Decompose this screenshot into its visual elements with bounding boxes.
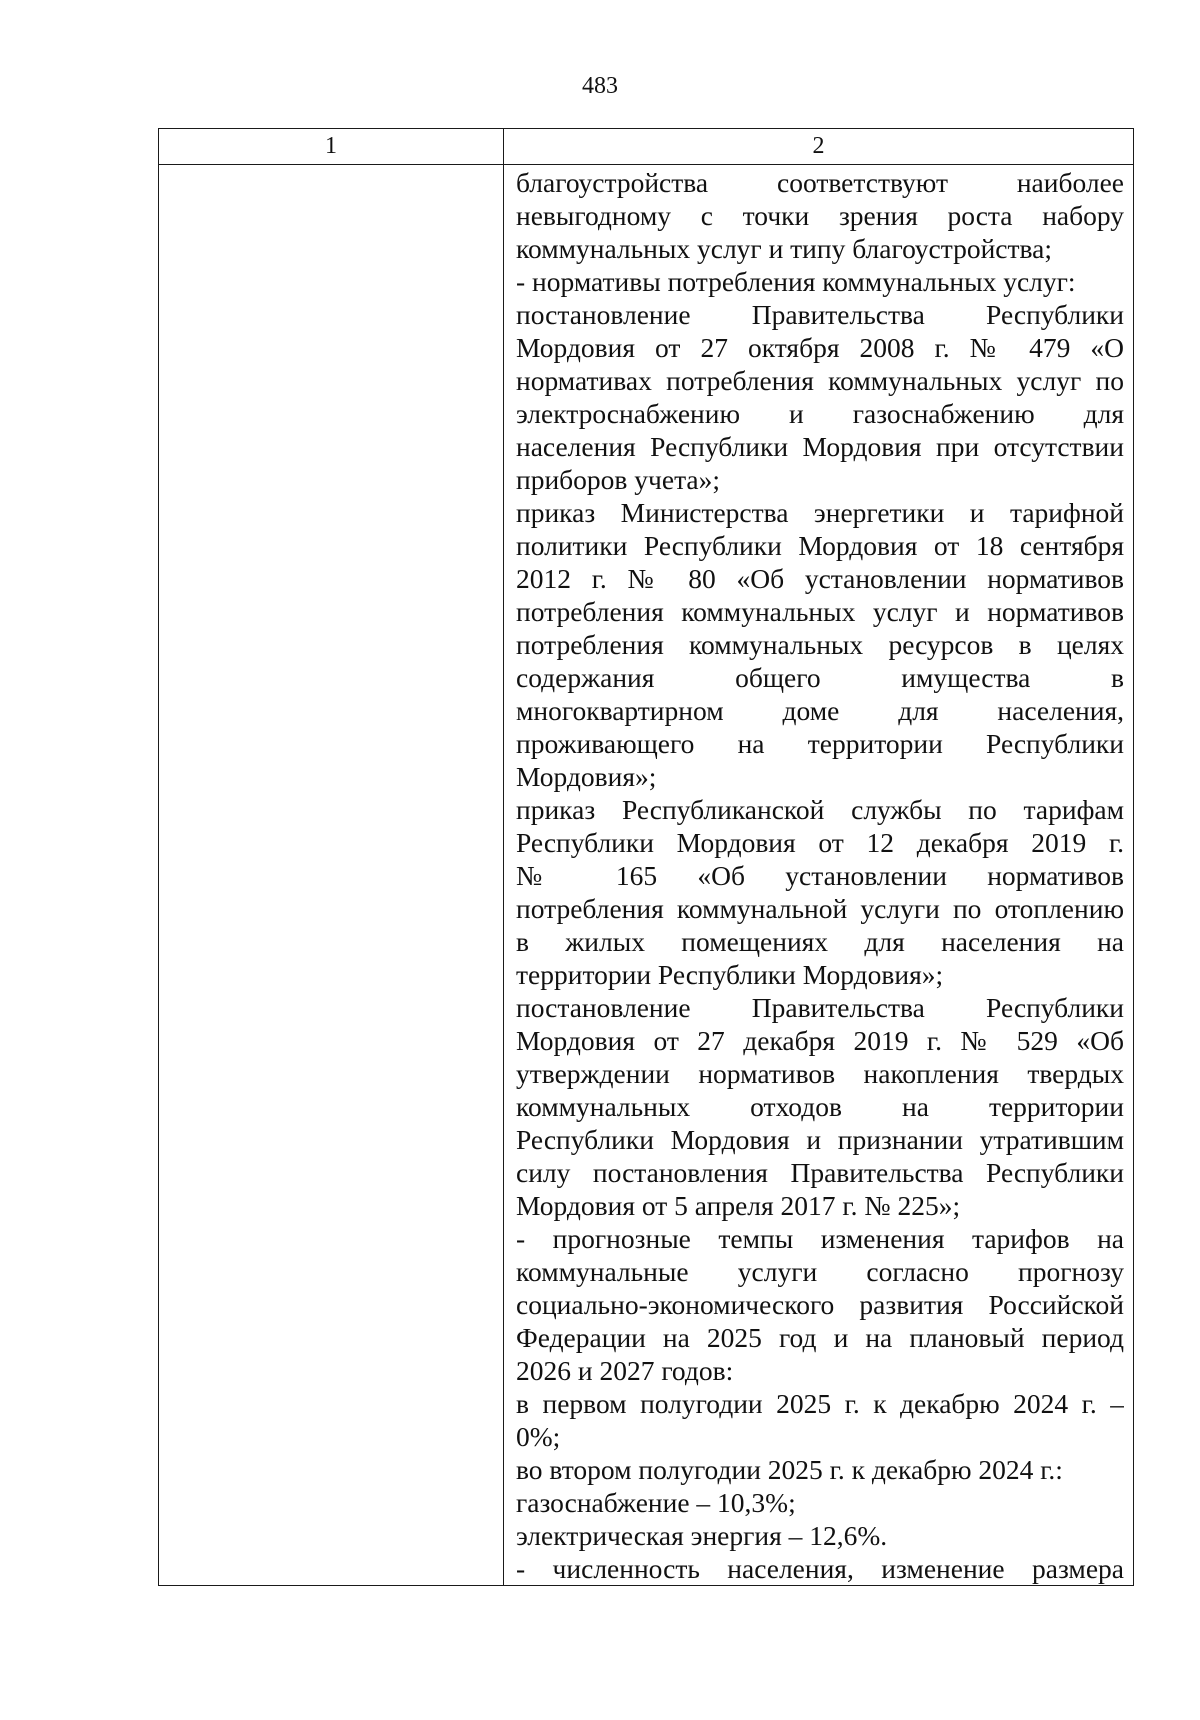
text-line: постановление Правительства Республики — [516, 299, 1124, 330]
text-line: Мордовия от 27 декабря 2019 г. № 529 «Об — [516, 1025, 1124, 1056]
text-line: политики Республики Мордовия от 18 сентября — [516, 530, 1124, 561]
text-line: Федерации на 2025 год и на плановый период — [516, 1322, 1124, 1353]
text-line: многоквартирном доме для населения, — [516, 695, 1124, 726]
text-line: в жилых помещениях для населения на — [516, 926, 1124, 957]
text-line: Республики Мордовия и признании утратившим — [516, 1124, 1124, 1155]
table-cell-col1 — [159, 165, 503, 1585]
header-cell-1: 1 — [325, 133, 337, 159]
text-line: потребления коммунальных услуг и нормативов — [516, 596, 1124, 627]
column-divider — [503, 129, 504, 1585]
text-line: коммунальных услуг и типу благоустройства; — [516, 233, 1052, 264]
text-line: - прогнозные темпы изменения тарифов на — [516, 1223, 1124, 1254]
text-line: потребления коммунальной услуги по отоплению — [516, 893, 1124, 924]
page-number: 483 — [582, 73, 618, 99]
text-line: 0%; — [516, 1421, 561, 1452]
text-line: социально-экономического развития Российской — [516, 1289, 1124, 1320]
text-line: - нормативы потребления коммунальных услуг: — [516, 266, 1076, 297]
text-line: территории Республики Мордовия»; — [516, 959, 944, 990]
text-line: потребления коммунальных ресурсов в целях — [516, 629, 1124, 660]
text-line: электроснабжению и газоснабжению для — [516, 398, 1124, 429]
table-cell-col2 — [516, 166, 1124, 1585]
text-line: силу постановления Правительства Республики — [516, 1157, 1124, 1188]
text-line: Мордовия от 27 октября 2008 г. № 479 «О — [516, 332, 1124, 363]
text-line: электрическая энергия – 12,6%. — [516, 1520, 888, 1551]
text-line: № 165 «Об установлении нормативов — [516, 860, 1124, 891]
text-line: приборов учета»; — [516, 464, 721, 495]
text-line: невыгодному с точки зрения роста набору — [516, 200, 1124, 231]
text-line: постановление Правительства Республики — [516, 992, 1124, 1023]
text-line: - численность населения, изменение размера — [516, 1553, 1124, 1584]
text-line: Мордовия»; — [516, 761, 657, 792]
text-line: во втором полугодии 2025 г. к декабрю 2024 г.: — [516, 1454, 1063, 1485]
text-line: благоустройства соответствуют наиболее — [516, 167, 1124, 198]
text-line: содержания общего имущества в — [516, 662, 1124, 693]
text-line: в первом полугодии 2025 г. к декабрю 2024 г. – — [516, 1388, 1124, 1419]
text-line: коммунальные услуги согласно прогнозу — [516, 1256, 1124, 1287]
text-line: Республики Мордовия от 12 декабря 2019 г. — [516, 827, 1124, 858]
text-line: приказ Министерства энергетики и тарифной — [516, 497, 1124, 528]
header-cell-2: 2 — [812, 133, 825, 159]
text-line: утверждении нормативов накопления твердых — [516, 1058, 1124, 1089]
document-table — [158, 128, 1134, 1586]
text-line: проживающего на территории Республики — [516, 728, 1124, 759]
text-line: населения Республики Мордовия при отсутствии — [516, 431, 1124, 462]
text-line: 2026 и 2027 годов: — [516, 1355, 734, 1386]
text-line: приказ Республиканской службы по тарифам — [516, 794, 1124, 825]
text-line: газоснабжение – 10,3%; — [516, 1487, 796, 1518]
text-line: Мордовия от 5 апреля 2017 г. № 225»; — [516, 1190, 961, 1221]
text-line: 2012 г. № 80 «Об установлении нормативов — [516, 563, 1124, 594]
text-line: нормативах потребления коммунальных услуг по — [516, 365, 1124, 396]
text-line: коммунальных отходов на территории — [516, 1091, 1124, 1122]
